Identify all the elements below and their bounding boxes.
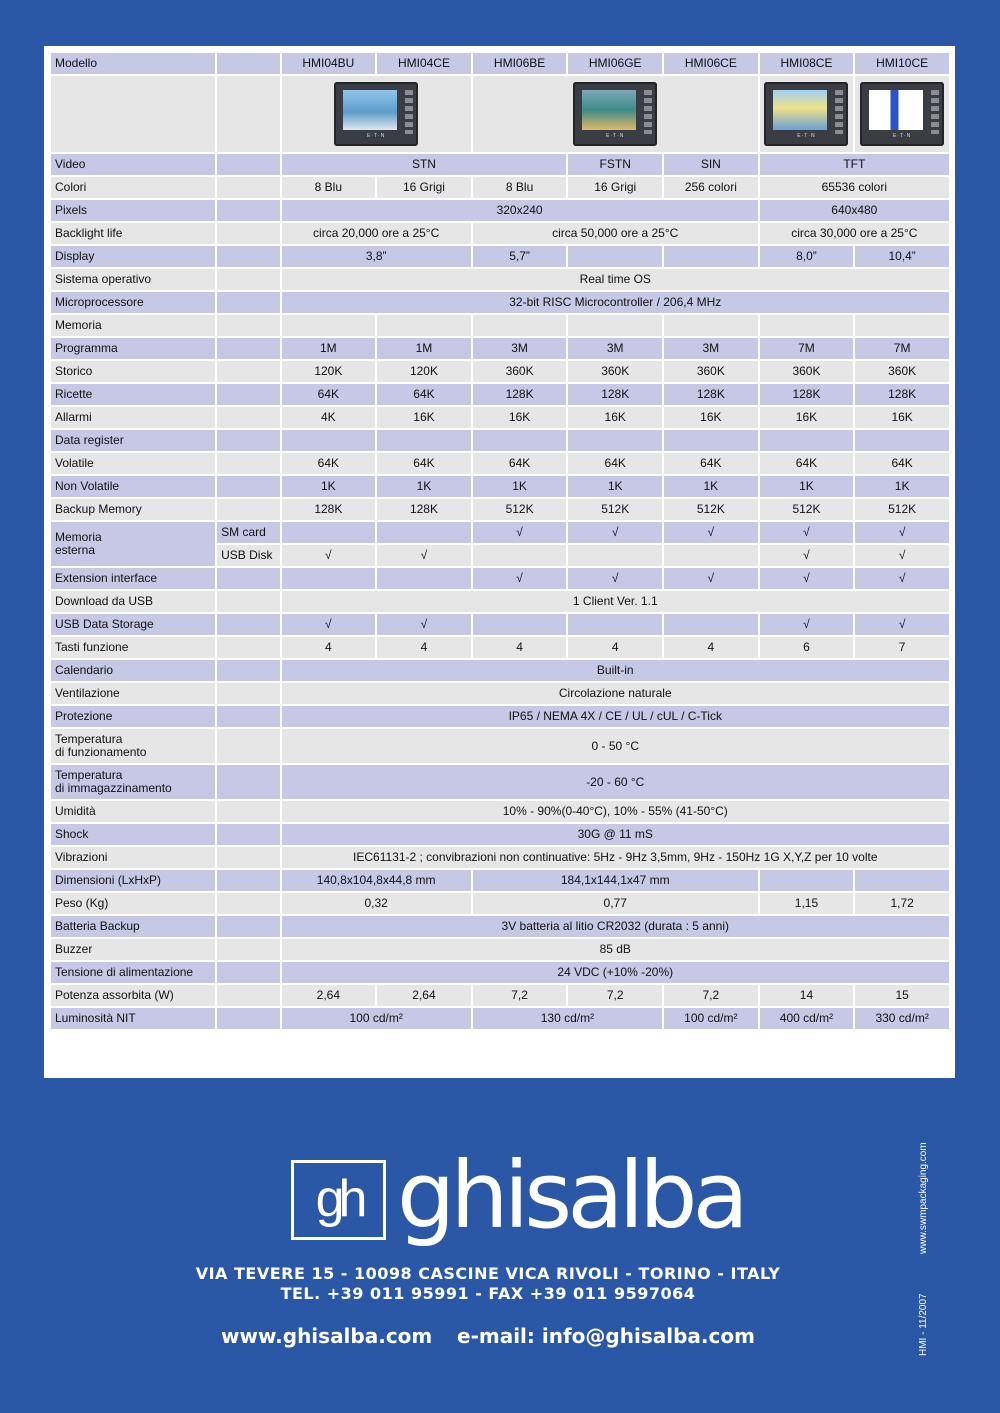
- product-photo-cell: [855, 76, 949, 152]
- row-modello: [51, 53, 949, 74]
- company-address: VIA TEVERE 15 - 10098 CASCINE VICA RIVOLI - TORINO - ITALY: [195, 1264, 781, 1283]
- spec-table: [49, 51, 951, 1031]
- product-photo-cell: [282, 76, 471, 152]
- row-peso: Peso (Kg) 0,32 0,77 1,15 1,72: [51, 893, 949, 914]
- product-photo-cell: [760, 76, 854, 152]
- row-non-volatile: Non Volatile 1K 1K 1K 1K 1K 1K 1K: [51, 476, 949, 497]
- row-temp-immagazzinamento: Temperatura di immagazzinamento -20 - 60 °C: [51, 765, 949, 799]
- row-volatile: Volatile 64K 64K 64K 64K 64K 64K 64K: [51, 453, 949, 474]
- row-usb-storage: USB Data Storage √ √ √ √: [51, 614, 949, 635]
- row-calendario: Calendario Built-in: [51, 660, 949, 681]
- row-shock: Shock 30G @ 11 mS: [51, 824, 949, 845]
- side-code: HMI - 11/2007: [918, 1293, 929, 1356]
- model-hmi04ce: HMI04CE: [377, 53, 471, 74]
- row-pixels: Pixels 320x240 640x480: [51, 200, 949, 221]
- hmi10-panel-image: E·T·N: [860, 82, 944, 146]
- row-temp-funzionamento: Temperatura di funzionamento 0 - 50 °C: [51, 729, 949, 763]
- row-download: Download da USB 1 Client Ver. 1.1: [51, 591, 949, 612]
- model-hmi10ce: HMI10CE: [855, 53, 949, 74]
- row-allarmi: Allarmi 4K 16K 16K 16K 16K 16K 16K: [51, 407, 949, 428]
- row-colori: Colori 8 Blu 16 Grigi 8 Blu 16 Grigi 256 colori 65536 colori: [51, 177, 949, 198]
- row-vibrazioni: Vibrazioni IEC61131-2 ; convibrazioni non continuative: 5Hz - 9Hz 3,5mm, 9Hz - 150Hz 1G X,Y,Z per 10 volte: [51, 847, 949, 868]
- row-tensione: Tensione di alimentazione 24 VDC (+10% -20%): [51, 962, 949, 983]
- model-hmi06ge: HMI06GE: [568, 53, 662, 74]
- row-batteria: Batteria Backup 3V batteria al litio CR2032 (durata : 5 anni): [51, 916, 949, 937]
- model-hmi06ce: HMI06CE: [664, 53, 758, 74]
- row-luminosita: Luminosità NIT 100 cd/m² 130 cd/m² 100 cd/m² 400 cd/m² 330 cd/m²: [51, 1008, 949, 1029]
- row-extension: Extension interface √ √ √ √ √: [51, 568, 949, 589]
- label-memoria-esterna: Memoria esterna: [51, 522, 215, 566]
- company-phone: TEL. +39 011 95991 - FAX +39 011 9597064: [280, 1284, 696, 1303]
- row-ricette: Ricette 64K 64K 128K 128K 128K 128K 128K: [51, 384, 949, 405]
- spec-sheet: [44, 46, 955, 1078]
- row-umidita: Umidità 10% - 90%(0-40°C), 10% - 55% (41-50°C): [51, 801, 949, 822]
- hmi04-panel-image: E·T·N: [334, 82, 418, 146]
- row-buzzer: Buzzer 85 dB: [51, 939, 949, 960]
- hmi08-panel-image: E·T·N: [764, 82, 848, 146]
- side-url: www.swmpackaging.com: [918, 1142, 929, 1254]
- row-memoria: Memoria: [51, 315, 949, 336]
- row-images: [51, 76, 949, 152]
- row-storico: Storico 120K 120K 360K 360K 360K 360K 360K: [51, 361, 949, 382]
- row-ventilazione: Ventilazione Circolazione naturale: [51, 683, 949, 704]
- row-data-register: Data register: [51, 430, 949, 451]
- row-memoria-esterna-sm: Memoria esterna SM card √ √ √ √ √: [51, 522, 949, 543]
- email-link[interactable]: e-mail: info@ghisalba.com: [457, 1324, 755, 1348]
- row-os: Sistema operativo Real time OS: [51, 269, 949, 290]
- row-potenza: Potenza assorbita (W) 2,64 2,64 7,2 7,2 7,2 14 15: [51, 985, 949, 1006]
- product-photo-cell: [473, 76, 758, 152]
- row-tasti: Tasti funzione 4 4 4 4 4 6 7: [51, 637, 949, 658]
- row-programma: Programma 1M 1M 3M 3M 3M 7M 7M: [51, 338, 949, 359]
- logo-mark: gh: [291, 1160, 386, 1240]
- row-memoria-esterna-usb: USB Disk √ √ √ √: [51, 545, 949, 566]
- row-display: Display 3,8” 5,7” 8,0” 10,4”: [51, 246, 949, 267]
- row-dimensioni: Dimensioni (LxHxP) 140,8x104,8x44,8 mm 184,1x144,1x47 mm: [51, 870, 949, 891]
- model-hmi08ce: HMI08CE: [760, 53, 854, 74]
- logo-wordmark: ghisalba: [397, 1142, 744, 1249]
- row-backlight: Backlight life circa 20,000 ore a 25°C circa 50,000 ore a 25°C circa 30,000 ore a 25°C: [51, 223, 949, 244]
- row-video: Video STN FSTN SIN TFT: [51, 154, 949, 175]
- website-link[interactable]: www.ghisalba.com: [221, 1324, 433, 1348]
- hmi06-panel-image: E·T·N: [573, 82, 657, 146]
- model-hmi04bu: HMI04BU: [282, 53, 376, 74]
- row-protezione: Protezione IP65 / NEMA 4X / CE / UL / cUL / C-Tick: [51, 706, 949, 727]
- row-cpu: Microprocessore 32-bit RISC Microcontroller / 206,4 MHz: [51, 292, 949, 313]
- label-modello: Modello: [51, 53, 215, 74]
- row-backup-memory: Backup Memory 128K 128K 512K 512K 512K 512K 512K: [51, 499, 949, 520]
- model-hmi06be: HMI06BE: [473, 53, 567, 74]
